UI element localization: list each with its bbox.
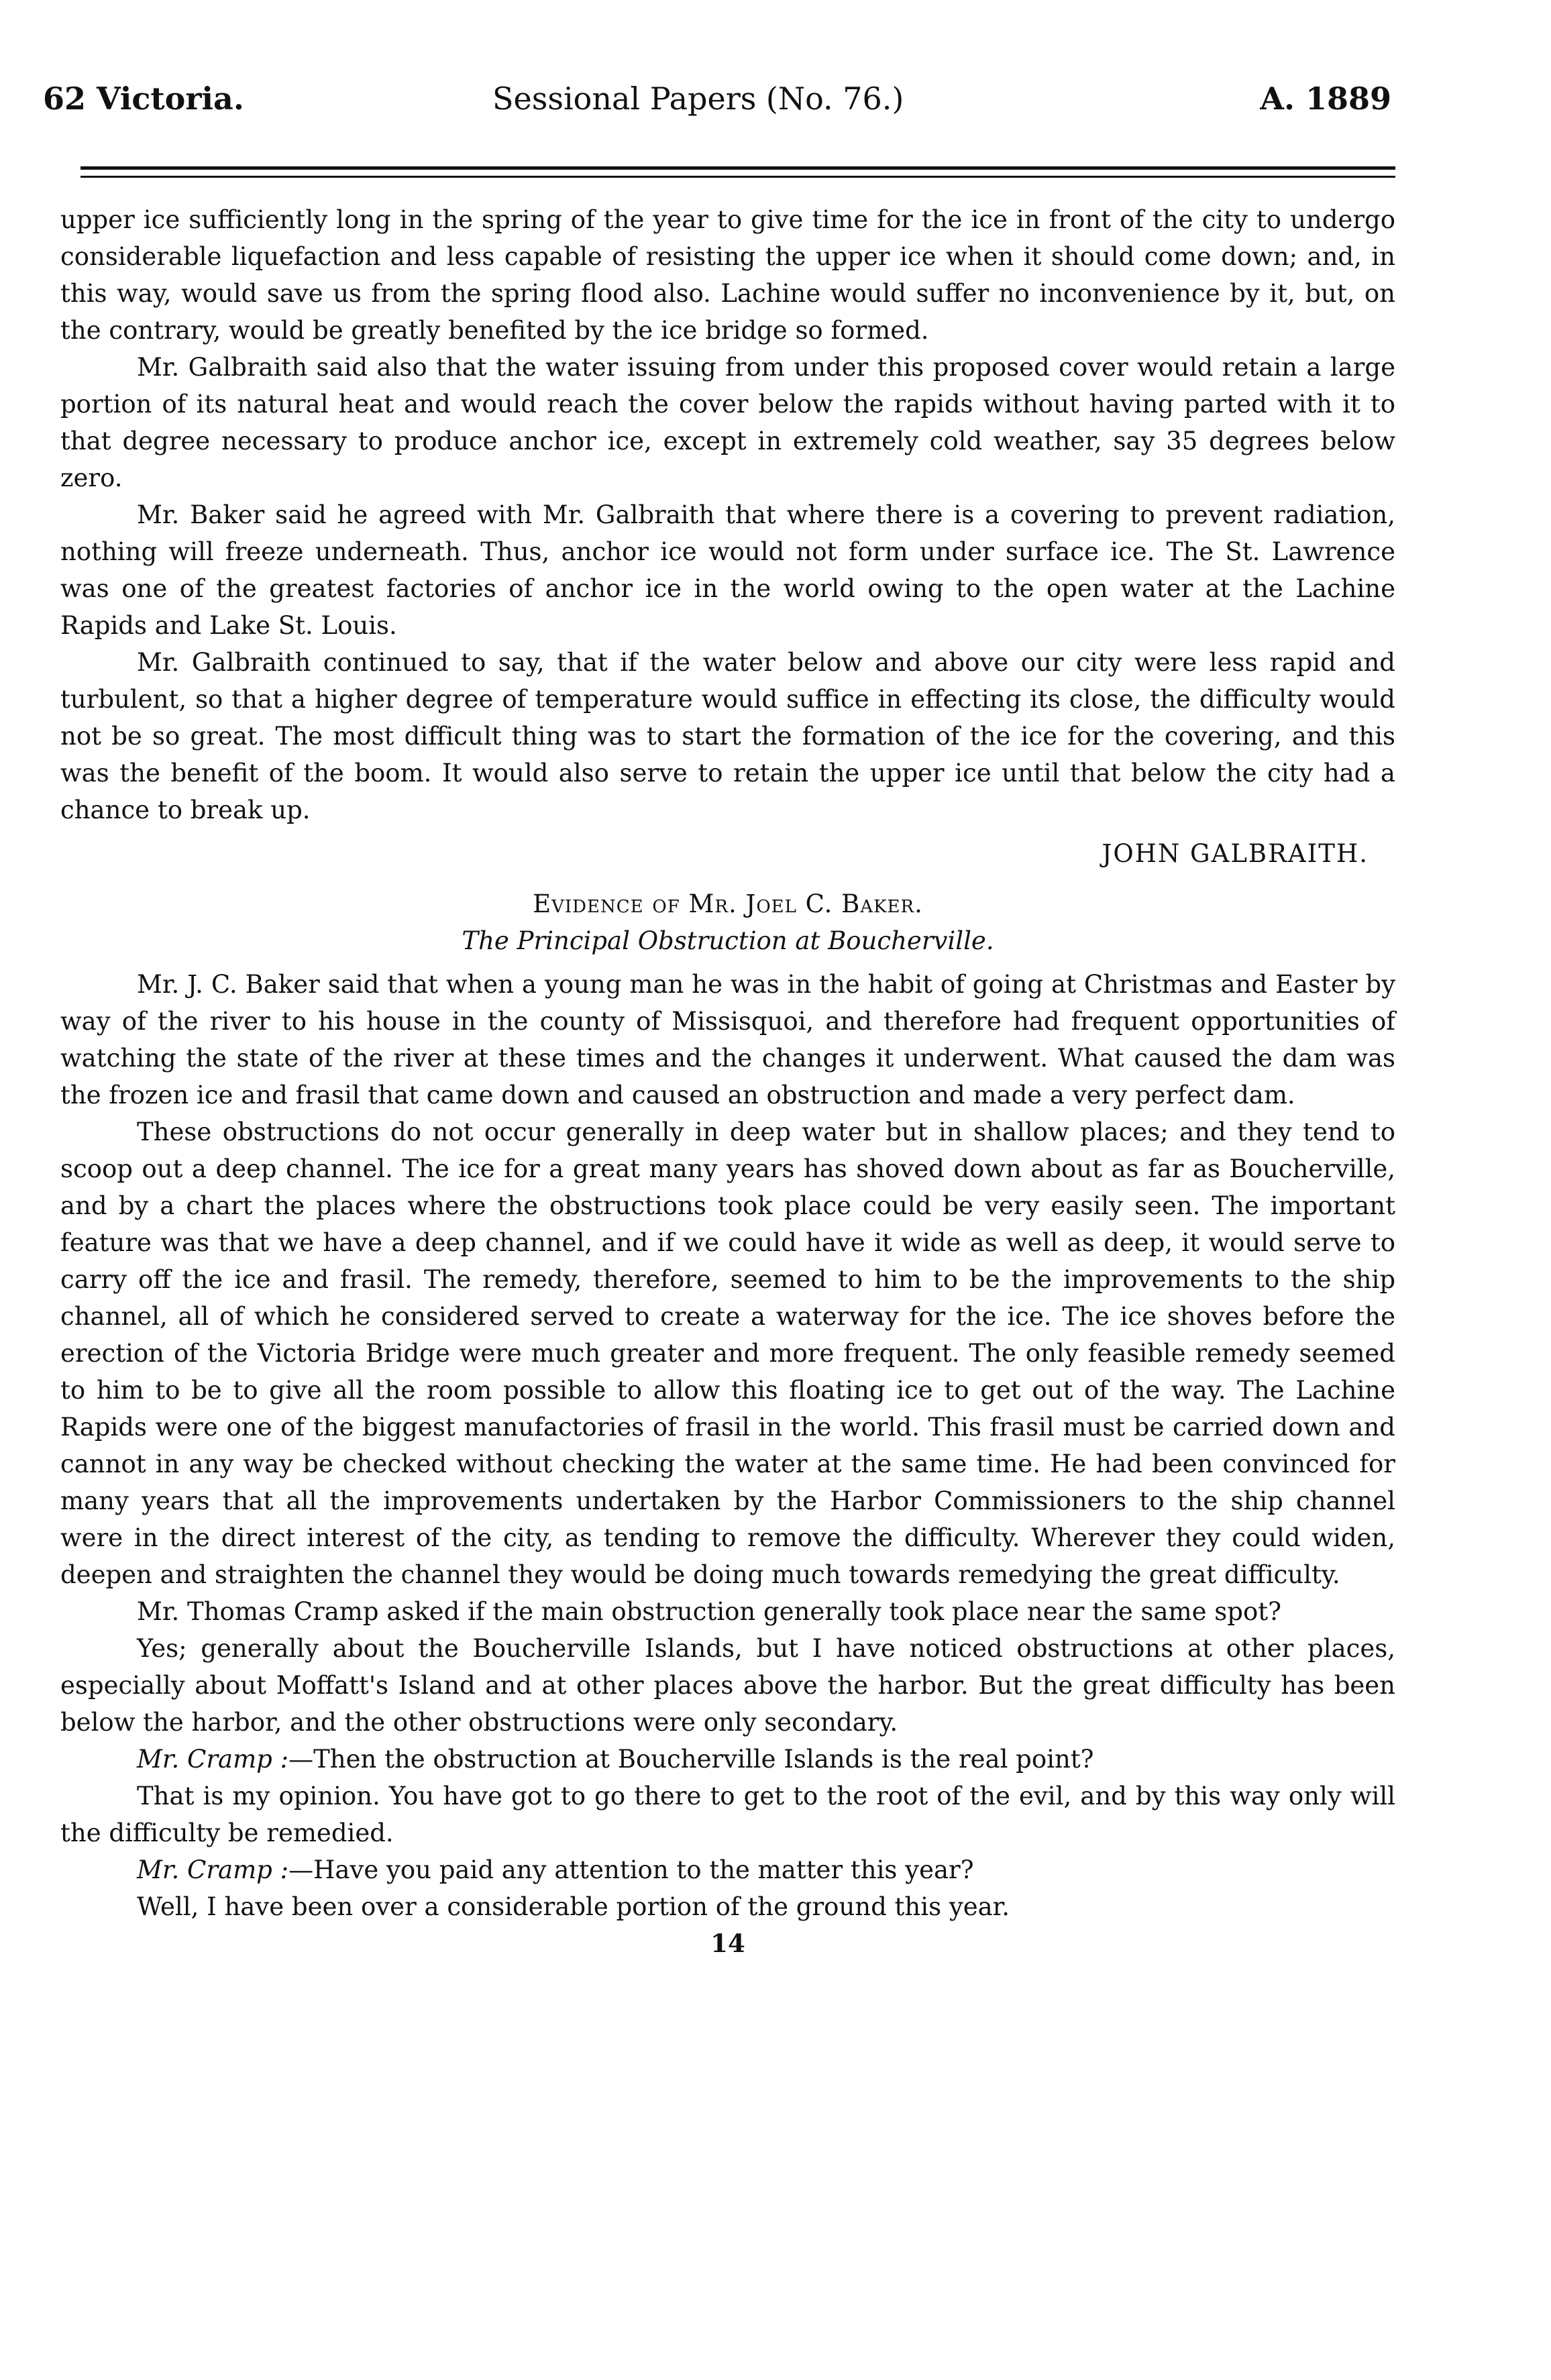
dialogue-answer: That is my opinion. You have got to go there to get to the root of the evil, and by this way only will the difficulty be remedied. [60,1782,1395,1847]
header-title: Sessional Papers (No. 76.) [492,80,904,117]
signature: JOHN GALBRAITH. [1102,839,1369,868]
page-number: 14 [710,1929,745,1958]
dialogue-question [60,1741,1395,1778]
speaker-label: Mr. Cramp : [137,1855,289,1884]
page-header [43,80,1391,134]
header-session: 62 Victoria. [43,80,244,117]
dialogue-text: —Then the obstruction at Boucherville Islands is the real point? [288,1745,1094,1774]
header-year: A. 1889 [1260,80,1391,117]
paragraph: Mr. Galbraith continued to say, that if the water below and above our city were less rapid and turbulent, so that a higher degree of temperature would suffice in effecting its close, the difficulty would not be so great. The most difficult thing was to start the formation of the ice for the covering, and this was the benefit of the boom. It would also serve to retain the upper ice until that below the city had a chance to break up. [60,648,1395,824]
header-rule-thick [81,166,1395,170]
paragraph-continuation: upper ice sufficiently long in the spring of the year to give time for the ice in front of the city to undergo considerable liquefaction and less capable of resisting the upper ice when it should come down; and, in this way, would save us from the spring flood also. Lachine would suffer no inconvenience by it, but, on the contrary, would be greatly benefited by the ice bridge so formed. [60,205,1395,345]
paragraph: Mr. Baker said he agreed with Mr. Galbraith that where there is a covering to prevent radiation, nothing will freeze underneath. Thus, anchor ice would not form under surface ice. The St. Lawrence was one of the greatest factories of anchor ice in the world owing to the open water at the Lachine Rapids and Lake St. Louis. [60,500,1395,640]
section-heading: Evidence of Mr. Joel C. Baker. [533,889,923,918]
paragraph: These obstructions do not occur generally in deep water but in shallow places; and they tend to scoop out a deep channel. The ice for a great many years has shoved down about as far as Boucherville, and by a chart the places where the obstructions took place could be very easily seen. The important feature was that we have a deep channel, and if we could have it wide as well as deep, it would serve to carry off the ice and frasil. The remedy, therefore, seemed to him to be the improvements to the ship channel, all of which he considered served to create a waterway for the ice. The ice shoves before the erection of the Victoria Bridge were much greater and more frequent. The only feasible remedy seemed to him to be to give all the room possible to allow this floating ice to get out of the way. The Lachine Rapids were one of the biggest manufactories of frasil in the world. This frasil must be carried down and cannot in any way be checked without checking the water at the same time. He had been convinced for many years that all the improvements undertaken by the Harbor Commissioners to the ship channel were in the direct interest of the city, as tending to remove the difficulty. Wherever they could widen, deepen and straighten the channel they would be doing much towards remedying the great difficulty. [60,1118,1395,1589]
section-subheading: The Principal Obstruction at Boucherville. [462,926,994,955]
paragraph: Mr. Thomas Cramp asked if the main obstruction generally took place near the same spot? [137,1597,1281,1626]
paragraph: Mr. Galbraith said also that the water issuing from under this proposed cover would retain a large portion of its natural heat and would reach the cover below the rapids without having parted with it to that degree necessary to produce anchor ice, except in extremely cold weather, say 35 degrees below zero. [60,353,1395,492]
paragraph: Mr. J. C. Baker said that when a young man he was in the habit of going at Christmas and Easter by way of the river to his house in the county of Missisquoi, and therefore had frequent opportunities of watching the state of the river at these times and the changes it underwent. What caused the dam was the frozen ice and frasil that came down and caused an obstruction and made a very perfect dam. [60,970,1395,1110]
dialogue-question [60,1851,1395,1888]
dialogue-answer: Well, I have been over a considerable portion of the ground this year. [137,1892,1010,1921]
header-rule-thin [81,176,1395,178]
dialogue-text: —Have you paid any attention to the matter this year? [288,1855,974,1884]
document-body [60,201,1395,1962]
speaker-label: Mr. Cramp : [137,1745,289,1774]
paragraph: Yes; generally about the Boucherville Islands, but I have noticed obstructions at other places, especially about Moffatt's Island and at other places above the harbor. But the great difficulty has been below the harbor, and the other obstructions were only secondary. [60,1634,1395,1737]
